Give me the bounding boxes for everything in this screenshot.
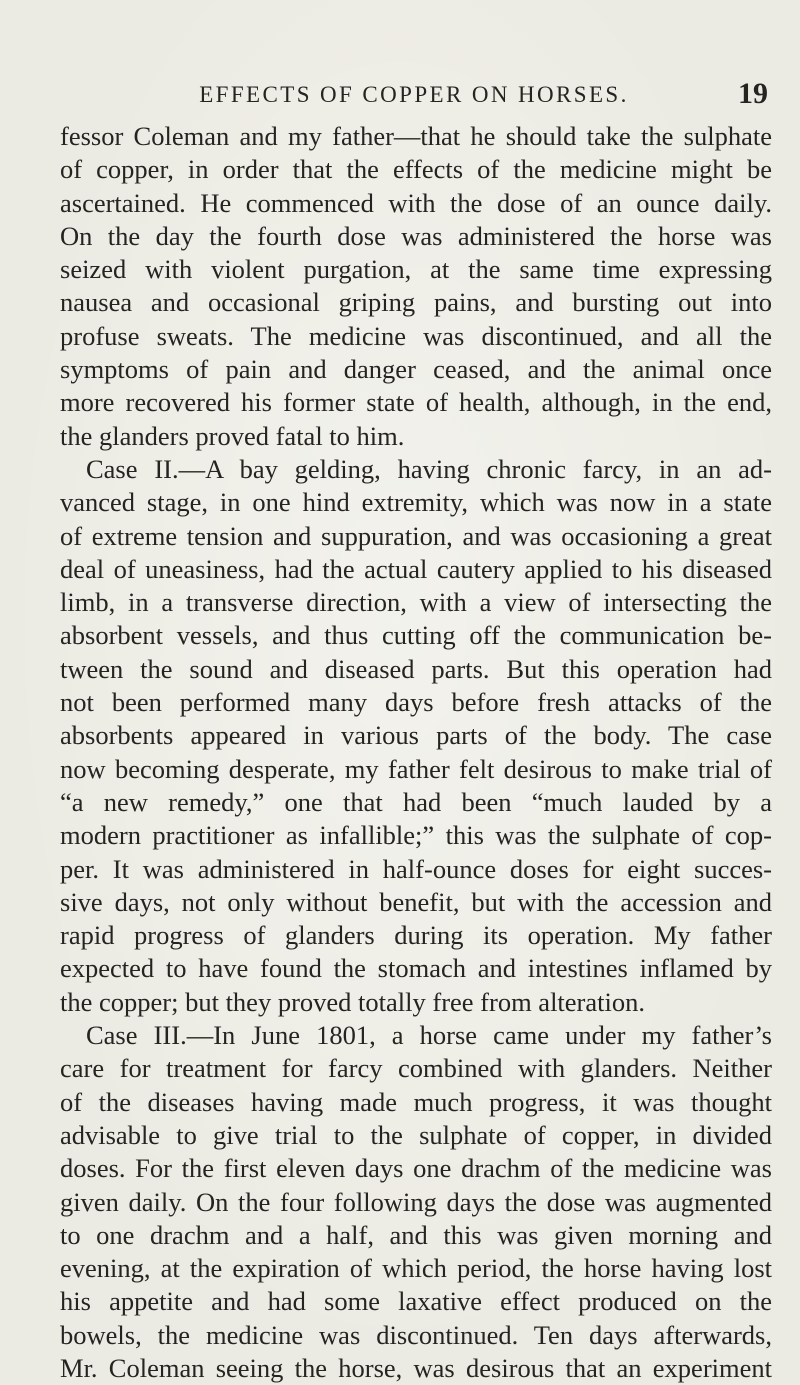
body-text	[60, 120, 772, 1385]
text-line: care for treatment for farcy combined with glanders. Neither	[60, 1053, 772, 1084]
text-line: not been performed many days before fresh attacks of the	[60, 687, 772, 718]
page-number: 19	[738, 77, 768, 110]
text-line: deal of uneasiness, had the actual cautery applied to his diseased	[60, 553, 772, 584]
text-line: more recovered his former state of health, although, in the end,	[60, 387, 772, 418]
text-line: doses. For the first eleven days one drachm of the medicine was	[60, 1153, 772, 1184]
text-line: tween the sound and diseased parts. But this operation had	[60, 653, 772, 684]
text-line: of extreme tension and suppuration, and was occasioning a great	[60, 520, 772, 551]
text-line: per. It was administered in half-ounce doses for eight succes-	[60, 853, 772, 884]
text-line: now becoming desperate, my father felt desirous to make trial of	[60, 753, 772, 784]
text-line: vanced stage, in one hind extremity, which was now in a state	[60, 487, 772, 518]
text-line: absorbents appeared in various parts of the body. The case	[60, 720, 772, 751]
text-line: sive days, not only without benefit, but with the accession and	[60, 886, 772, 917]
text-line: symptoms of pain and danger ceased, and the animal once	[60, 354, 772, 385]
text-line: ascertained. He commenced with the dose of an ounce daily.	[60, 187, 772, 218]
running-title: EFFECTS OF COPPER ON HORSES.	[199, 82, 629, 107]
text-line: the glanders proved fatal to him.	[60, 420, 405, 451]
text-line: rapid progress of glanders during its operation. My father	[60, 920, 772, 951]
text-line: given daily. On the four following days the dose was augmented	[60, 1186, 772, 1217]
text-line: profuse sweats. The medicine was discontinued, and all the	[60, 320, 772, 351]
text-line: of the diseases having made much progress, it was thought	[60, 1086, 772, 1117]
page-header	[60, 77, 768, 110]
case-ii-heading-line: Case II.—A bay gelding, having chronic farcy, in an ad-	[86, 453, 772, 484]
text-line: Mr. Coleman seeing the horse, was desirous that an experiment	[60, 1352, 772, 1383]
text-line: fessor Coleman and my father—that he should take the sulphate	[60, 121, 772, 151]
text-line: seized with violent purgation, at the same time expressing	[60, 254, 772, 285]
text-line: bowels, the medicine was discontinued. Ten days afterwards,	[60, 1319, 772, 1350]
text-line: advisable to give trial to the sulphate of copper, in divided	[60, 1119, 772, 1150]
text-line: On the day the fourth dose was administered the horse was	[60, 220, 772, 251]
text-line: “a new remedy,” one that had been “much lauded by a	[60, 786, 772, 817]
text-line: absorbent vessels, and thus cutting off the communication be-	[60, 620, 772, 651]
text-line: the copper; but they proved totally free from alteration.	[60, 986, 645, 1017]
text-line: nausea and occasional griping pains, and bursting out into	[60, 287, 772, 318]
text-line: evening, at the expiration of which period, the horse having lost	[60, 1253, 772, 1284]
text-line: to one drachm and a half, and this was given morning and	[60, 1219, 772, 1250]
text-line: of copper, in order that the effects of the medicine might be	[60, 154, 772, 185]
text-line: limb, in a transverse direction, with a view of intersecting the	[60, 587, 772, 618]
text-line: modern practitioner as infallible;” this was the sulphate of cop-	[60, 820, 772, 851]
text-line: his appetite and had some laxative effect produced on the	[60, 1286, 772, 1317]
text-line: expected to have found the stomach and intestines inflamed by	[60, 953, 772, 984]
case-iii-heading-line: Case III.—In June 1801, a horse came under my father’s	[86, 1020, 772, 1051]
